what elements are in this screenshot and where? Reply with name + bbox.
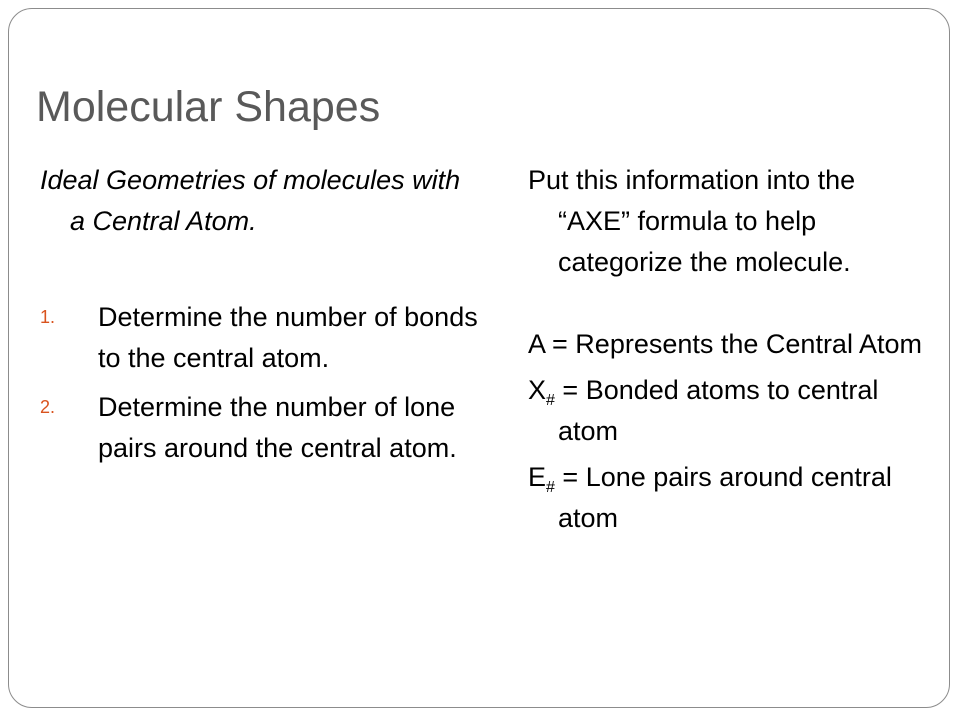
definition-text: = Bonded atoms to central atom	[554, 375, 879, 446]
step-text: Determine the number of lone pairs around the central atom.	[98, 392, 457, 463]
steps-list	[40, 297, 480, 469]
right-column	[528, 160, 928, 544]
step-item	[40, 297, 480, 379]
step-number: 1.	[40, 307, 56, 327]
definition-text: = Represents the Central Atom	[544, 329, 922, 359]
left-column	[40, 160, 480, 477]
definition-subscript: #	[546, 392, 555, 409]
step-number: 2.	[40, 397, 56, 417]
definition-a	[528, 324, 928, 365]
step-text: Determine the number of bonds to the central atom.	[98, 302, 478, 373]
definition-subscript: #	[546, 479, 555, 496]
spacer	[528, 283, 928, 324]
definition-symbol: X	[528, 375, 547, 405]
left-intro: Ideal Geometries of molecules with a Central Atom.	[40, 165, 461, 236]
definition-symbol: A	[528, 329, 545, 359]
definition-e	[528, 457, 928, 539]
spacer	[40, 242, 480, 283]
definition-text: = Lone pairs around central atom	[554, 462, 892, 533]
slide-title: Molecular Shapes	[36, 83, 381, 131]
definition-symbol: E	[528, 462, 547, 492]
definition-x	[528, 370, 928, 452]
step-item	[40, 387, 480, 469]
right-intro: Put this information into the “AXE” formula to help categorize the molecule.	[528, 165, 856, 277]
